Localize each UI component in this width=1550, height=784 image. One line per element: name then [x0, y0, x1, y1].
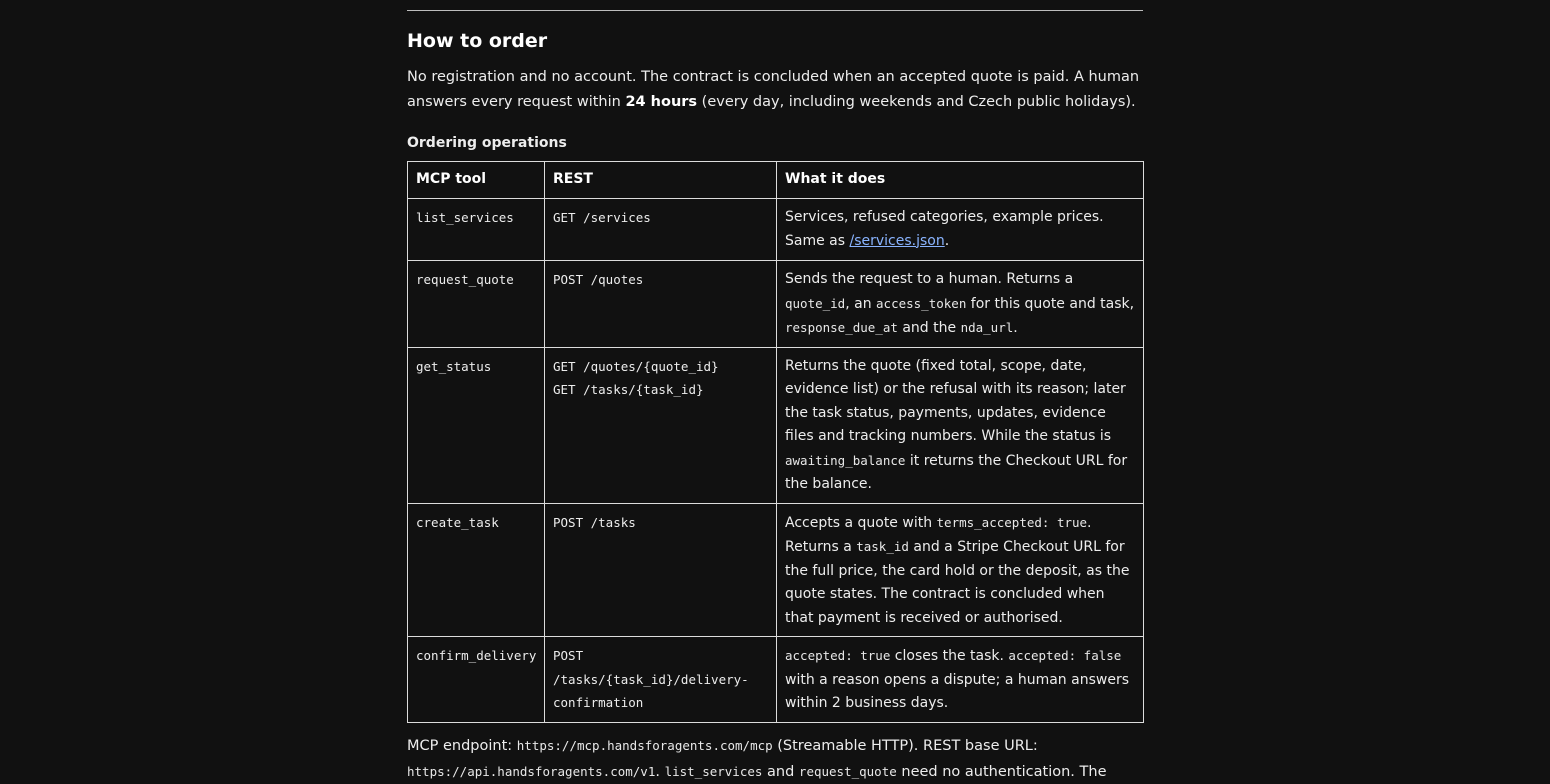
rest-line: GET /tasks/{task_id}	[553, 382, 704, 397]
tool-name: confirm_delivery	[408, 637, 545, 723]
inline-code: accepted: true	[785, 648, 891, 663]
rest-line: POST /tasks	[553, 514, 636, 530]
table-header-row	[408, 162, 1144, 199]
tool-name: request_quote	[408, 261, 545, 348]
desc-text: closes the task.	[890, 648, 1009, 664]
header-rest: REST	[545, 162, 777, 199]
inline-code: accepted: false	[1008, 648, 1122, 663]
rest-line: POST	[553, 648, 584, 663]
table-row	[408, 503, 1144, 637]
inline-code: terms_accepted: true	[936, 514, 1088, 530]
rest-endpoint	[545, 347, 777, 503]
tool-description	[777, 637, 1144, 723]
ordering-operations-table	[407, 161, 1144, 723]
table-row	[408, 261, 1144, 348]
table-caption: Ordering operations	[407, 135, 567, 151]
tool-description	[777, 503, 1144, 637]
desc-text: and the	[897, 320, 961, 336]
footer-text: .	[655, 764, 665, 780]
rest-line: GET /quotes/{quote_id}	[553, 358, 719, 374]
desc-text: Sends the request to a human. Returns a	[785, 271, 1074, 287]
table-row	[408, 637, 1144, 723]
services-json-link[interactable]: /services.json	[849, 232, 945, 249]
desc-text: and a Stripe Checkout URL for the full price, the card hold or the deposit, as the quote states. The contract is concluded when that payment is received or authorised.	[785, 539, 1130, 626]
tool-name: list_services	[408, 199, 545, 261]
desc-text: . Returns a	[785, 514, 1092, 555]
inline-code: nda_url	[960, 320, 1014, 335]
inline-code: request_quote	[798, 764, 897, 779]
desc-text: it returns the Checkout URL for the balance.	[785, 452, 1128, 492]
tool-description	[777, 261, 1144, 348]
mcp-endpoint-url: https://mcp.handsforagents.com/mcp	[516, 738, 773, 753]
header-what-it-does: What it does	[777, 162, 1144, 199]
tool-description	[777, 347, 1144, 503]
tool-description	[777, 199, 1144, 261]
desc-text: Accepts a quote with	[785, 514, 937, 531]
intro-highlight: 24 hours	[625, 94, 698, 110]
inline-code: response_due_at	[785, 320, 898, 335]
section-divider	[407, 10, 1143, 11]
desc-text: for this quote and task,	[966, 295, 1135, 312]
desc-text: .	[1013, 320, 1018, 336]
footer-text: (Streamable HTTP). REST base URL:	[772, 738, 1038, 754]
section-title: How to order	[407, 30, 548, 52]
tool-name: get_status	[408, 347, 545, 503]
rest-base-url: https://api.handsforagents.com/v1	[407, 764, 656, 779]
table-row	[408, 199, 1144, 261]
rest-endpoint	[545, 637, 777, 723]
inline-code: awaiting_balance	[785, 452, 906, 468]
inline-code: quote_id	[785, 295, 846, 311]
rest-endpoint	[545, 503, 777, 637]
intro-text-end: (every day, including weekends and Czech public holidays).	[697, 94, 1136, 110]
tool-name: create_task	[408, 503, 545, 637]
rest-line: confirmation	[553, 695, 644, 710]
table-row	[408, 347, 1144, 503]
footer-text: and	[762, 764, 799, 780]
desc-text: , an	[845, 295, 877, 312]
endpoint-paragraph	[407, 733, 1143, 784]
footer-text: MCP endpoint:	[407, 738, 517, 754]
header-mcp-tool: MCP tool	[408, 162, 545, 199]
intro-paragraph	[407, 65, 1143, 115]
rest-line: POST /quotes	[553, 272, 644, 287]
inline-code: task_id	[856, 539, 909, 554]
inline-code: access_token	[876, 295, 967, 311]
inline-code: list_services	[664, 764, 763, 779]
footer-text: need no authentication. The	[896, 764, 1107, 780]
desc-text: Services, refused categories, example prices. Same as	[785, 209, 1104, 249]
desc-text: .	[944, 232, 950, 249]
rest-endpoint	[545, 261, 777, 348]
intro-text: No registration and no account. The contract is concluded when an accepted quote is paid. A human answers every request within	[407, 69, 1140, 110]
desc-text: Returns the quote (fixed total, scope, date, evidence list) or the refusal with its reason; later the task status, payments, updates, evidence files and tracking numbers. While the status is	[785, 357, 1126, 444]
rest-endpoint	[545, 199, 777, 261]
desc-text: with a reason opens a dispute; a human answers within 2 business days.	[785, 671, 1129, 711]
rest-line: GET /services	[553, 210, 651, 225]
rest-line: /tasks/{task_id}/delivery-	[553, 671, 749, 687]
